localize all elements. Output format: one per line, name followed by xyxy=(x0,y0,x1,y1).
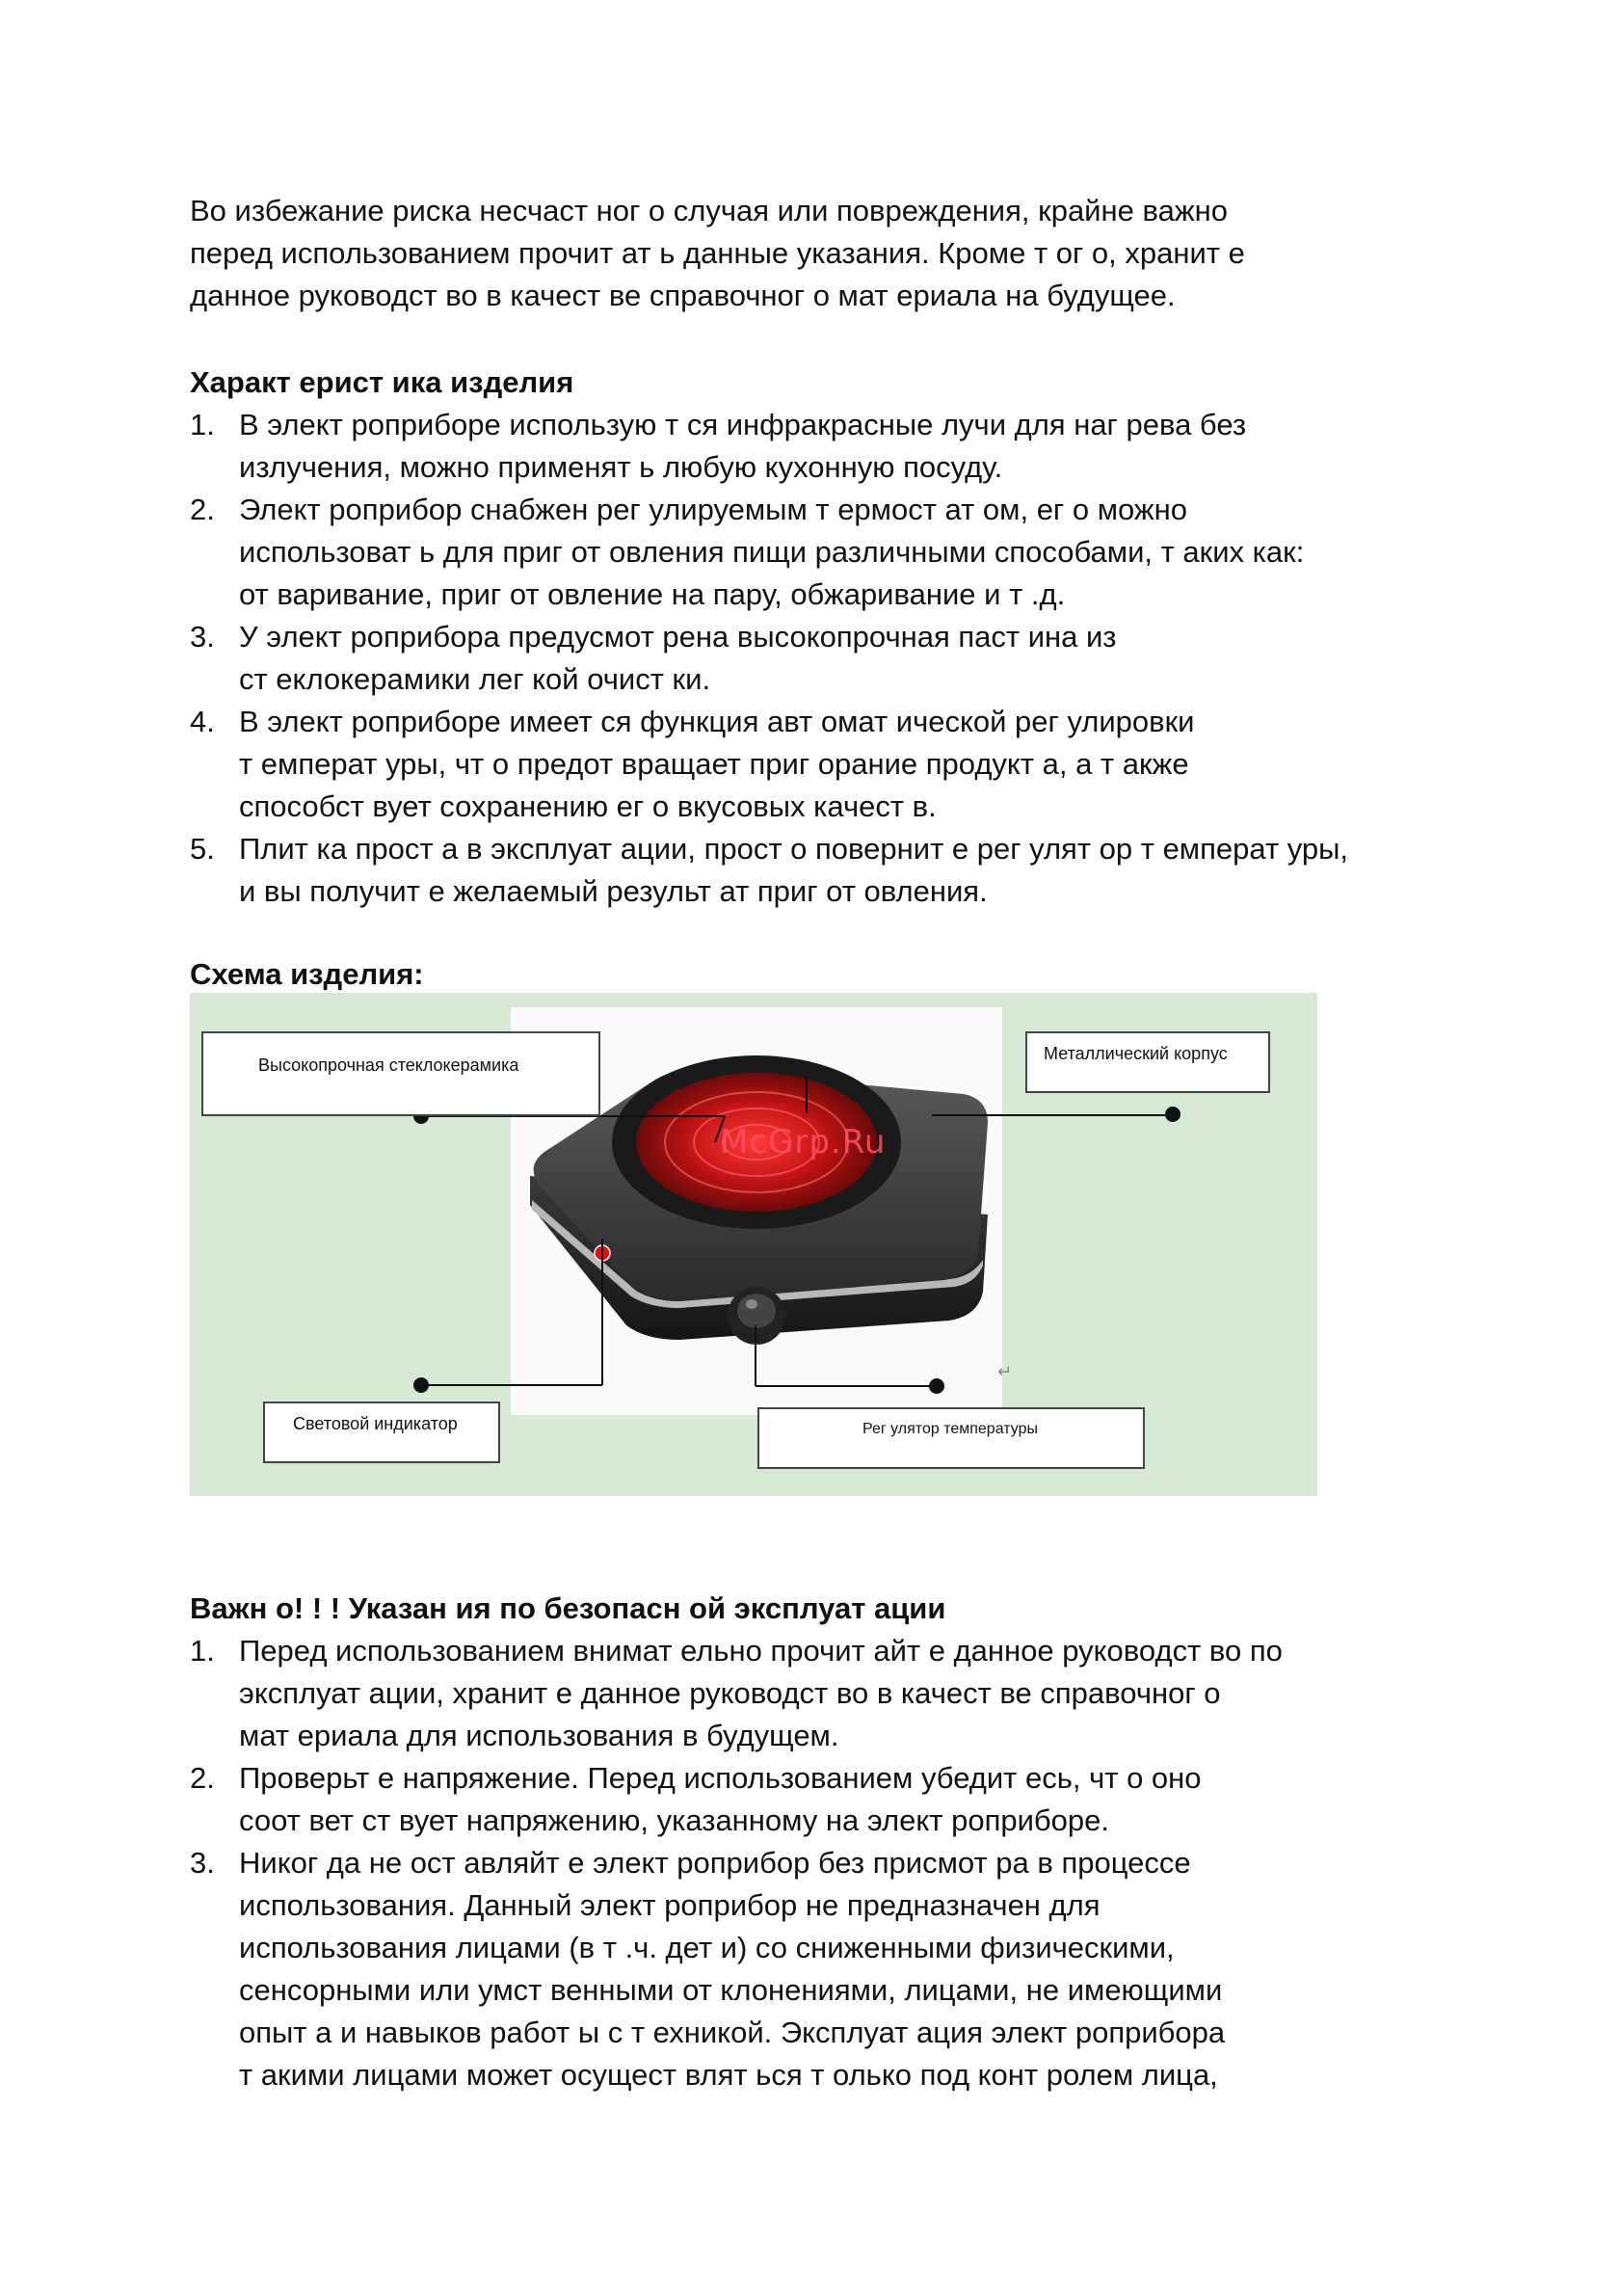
leader-dot xyxy=(413,1377,429,1393)
item-line: использоват ь для приг от овления пищи различными способами, т аких как: xyxy=(239,535,1305,569)
list-item xyxy=(190,701,1433,828)
return-mark: ↵ xyxy=(997,1362,1013,1381)
leader-dot xyxy=(929,1378,944,1394)
item-line: сенсорными или умст венными от клонениями, лицами, не имеющими xyxy=(239,1973,1223,2007)
list-item xyxy=(190,489,1433,616)
item-line: Никог да не ост авляйт е элект роприбор без присмот ра в процессе xyxy=(239,1846,1191,1880)
label-temperature-regulator: Рег улятор температуры xyxy=(757,1407,1145,1469)
item-line: и вы получит е желаемый результ ат приг от овления. xyxy=(239,874,988,908)
features-title: Характ ерист ика изделия xyxy=(190,365,574,399)
item-line: мат ериала для использования в будущем. xyxy=(239,1719,839,1752)
safety-title: Важн о! ! ! Указан ия по безопасн ой эксплуат ации xyxy=(190,1591,946,1625)
scheme-title: Схема изделия: xyxy=(190,957,424,991)
safety-list xyxy=(190,1630,1433,2096)
list-item xyxy=(190,616,1433,701)
item-line: использования. Данный элект роприбор не предназначен для xyxy=(239,1888,1101,1922)
item-number: 3. xyxy=(190,1846,215,1880)
label-light-indicator: Световой индикатор xyxy=(263,1402,500,1463)
item-number: 4. xyxy=(190,705,215,738)
product-diagram xyxy=(190,993,1317,1496)
label-metal-body: Металлический корпус xyxy=(1025,1031,1270,1093)
item-line: использования лицами (в т .ч. дет и) со сниженными физическими, xyxy=(239,1931,1175,1964)
list-item xyxy=(190,1842,1433,2096)
item-line: эксплуат ации, хранит е данное руководст во в качест ве справочног о xyxy=(239,1676,1221,1710)
item-number: 5. xyxy=(190,832,215,866)
intro-paragraph xyxy=(190,190,1433,317)
item-line: излучения, можно применят ь любую кухонную посуду. xyxy=(239,450,1003,484)
item-line: т акими лицами может осущест влят ься т олько под конт ролем лица, xyxy=(239,2058,1218,2092)
item-line: т емперат уры, чт о предот вращает приг орание продукт а, а т акже xyxy=(239,747,1189,781)
item-line: В элект роприборе имеет ся функция авт омат ической рег улировки xyxy=(239,705,1195,738)
item-line: соот вет ст вует напряжению, указанному на элект роприборе. xyxy=(239,1803,1110,1837)
list-item xyxy=(190,1630,1433,1757)
features-list xyxy=(190,404,1433,913)
item-number: 1. xyxy=(190,1634,215,1668)
item-number: 2. xyxy=(190,493,215,526)
intro-line: Во избежание риска несчаст ног о случая или повреждения, крайне важно xyxy=(190,194,1228,227)
item-line: Проверьт е напряжение. Перед использованием убедит есь, чт о оно xyxy=(239,1761,1202,1795)
leader-dot xyxy=(1165,1107,1180,1122)
item-line: опыт а и навыков работ ы с т ехникой. Эксплуат ация элект роприбора xyxy=(239,2016,1226,2049)
item-number: 1. xyxy=(190,408,215,441)
list-item xyxy=(190,1757,1433,1842)
intro-line: данное руководст во в качест ве справочног о мат ериала на будущее. xyxy=(190,279,1176,312)
item-line: способст вует сохранению ег о вкусовых качест в. xyxy=(239,789,937,823)
watermark-text: McGrp.Ru xyxy=(720,1123,887,1161)
item-number: 2. xyxy=(190,1761,215,1795)
item-line: Плит ка прост а в эксплуат ации, прост о повернит е рег улят ор т емперат уры, xyxy=(239,832,1349,866)
item-line: Элект роприбор снабжен рег улируемым т ермост ат ом, ег о можно xyxy=(239,493,1188,526)
item-line: от варивание, приг от овление на пару, обжаривание и т .д. xyxy=(239,577,1066,611)
label-glass-ceramic: Высокопрочная стеклокерамика xyxy=(201,1031,600,1116)
item-line: Перед использованием внимат ельно прочит айт е данное руководст во по xyxy=(239,1634,1283,1668)
list-item xyxy=(190,828,1433,913)
item-number: 3. xyxy=(190,620,215,654)
item-line: У элект роприбора предусмот рена высокопрочная паст ина из xyxy=(239,620,1117,654)
list-item xyxy=(190,404,1433,489)
item-line: ст еклокерамики лег кой очист ки. xyxy=(239,662,711,696)
item-line: В элект роприборе использую т ся инфракрасные лучи для наг рева без xyxy=(239,408,1247,441)
intro-line: перед использованием прочит ат ь данные указания. Кроме т ог о, хранит е xyxy=(190,236,1245,270)
